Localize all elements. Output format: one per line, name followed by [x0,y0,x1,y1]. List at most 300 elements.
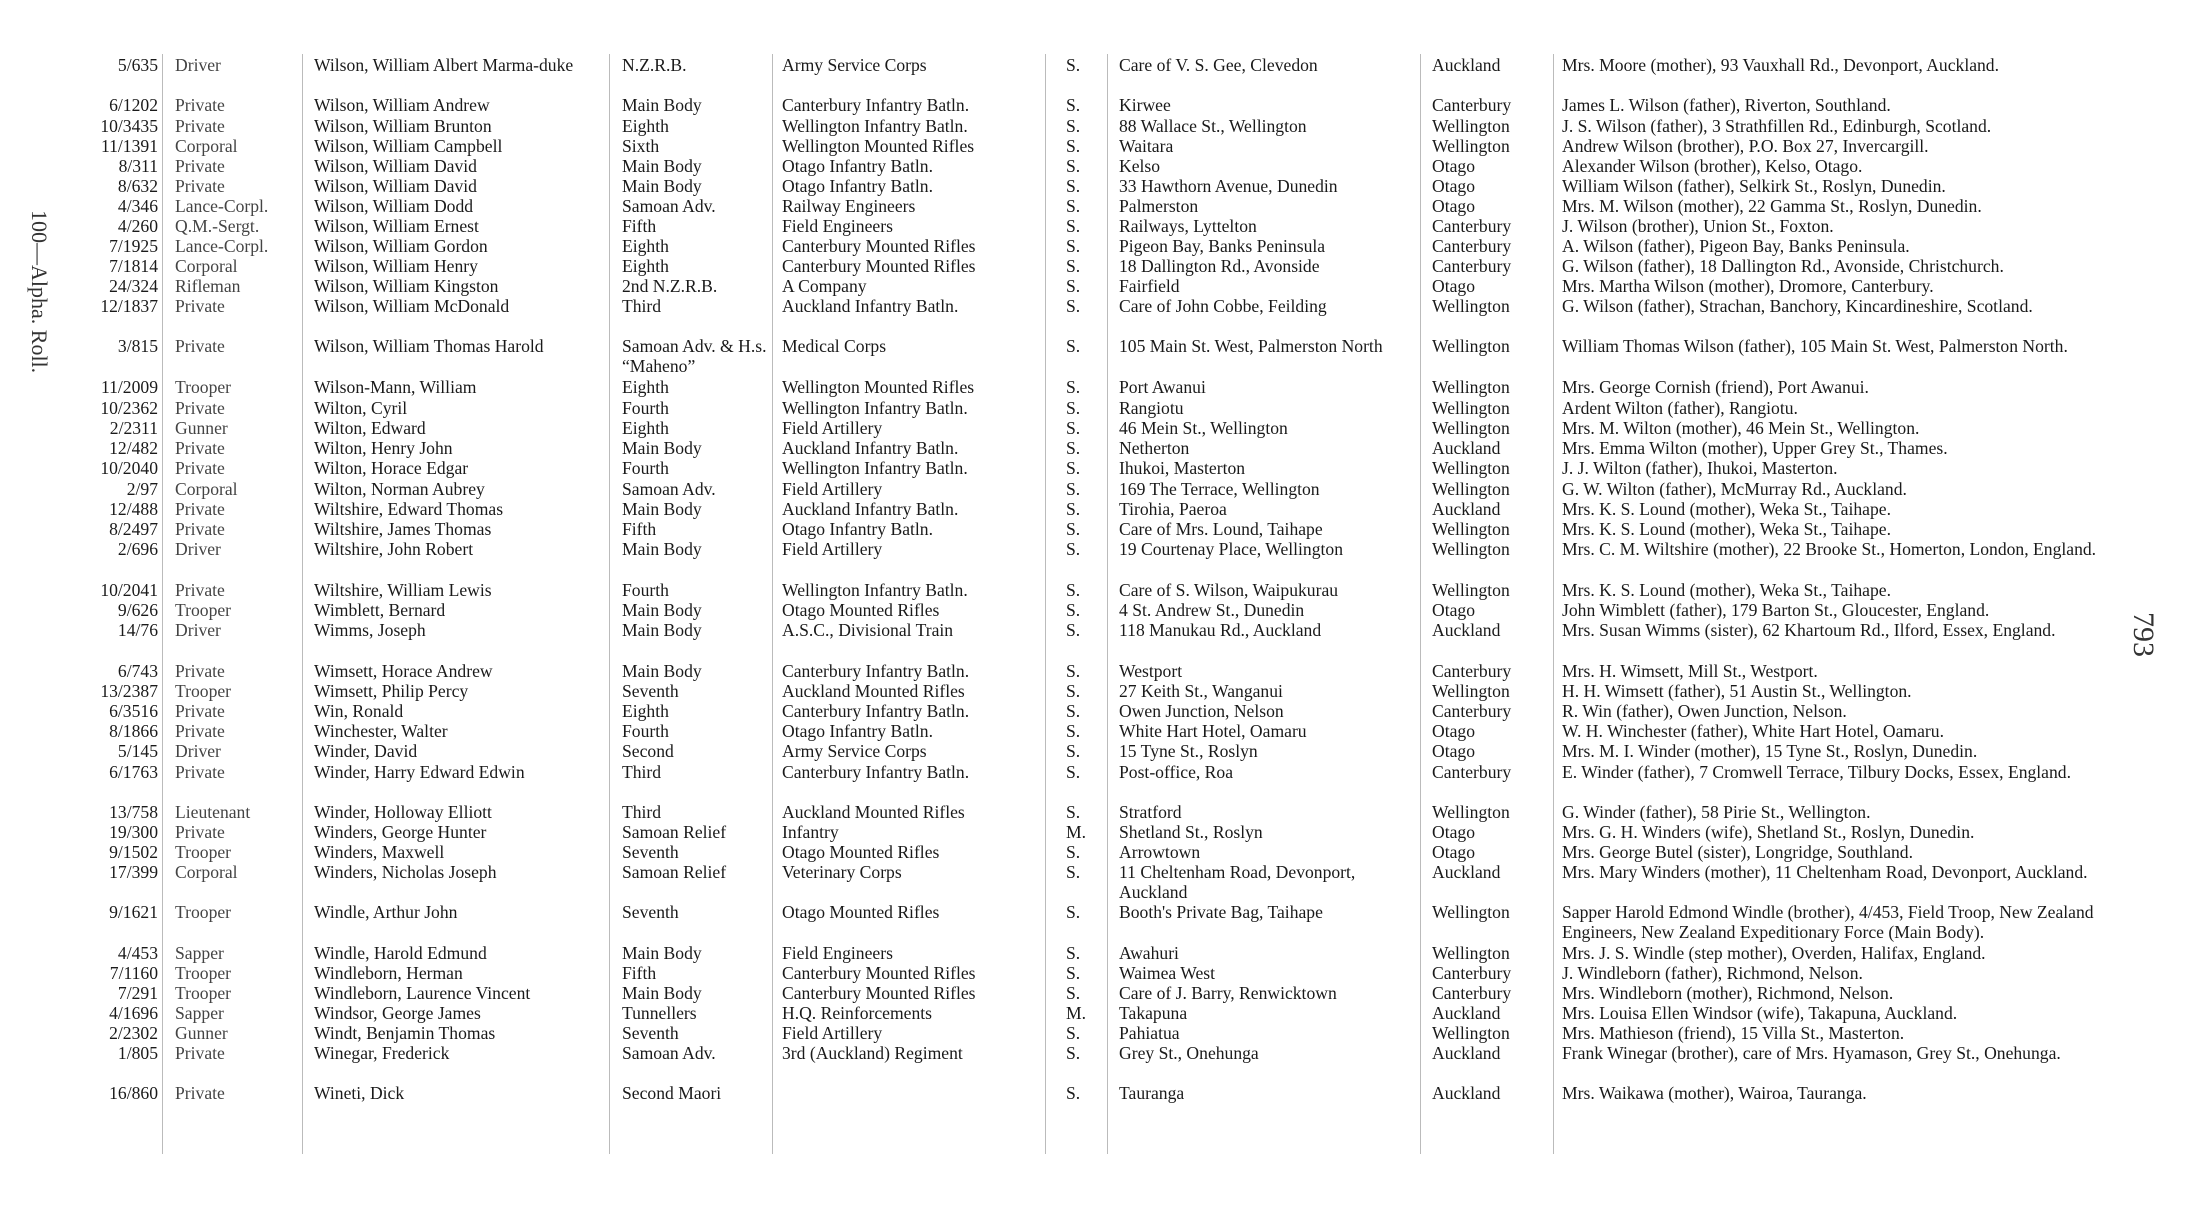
cell-name: Winders, Maxwell [314,842,445,862]
cell-district: Otago [1432,822,1475,842]
cell-rank: Private [175,519,225,539]
cell-num: 4/346 [117,196,158,216]
cell-ms: S. [1066,156,1081,176]
cell-ms: S. [1066,479,1081,499]
cell-corps: Otago Mounted Rifles [782,600,940,620]
cell-num: 12/488 [109,499,158,519]
roll-row [0,136,2205,156]
cell-num: 2/2302 [109,1023,158,1043]
cell-kin: A. Wilson (father), Pigeon Bay, Banks Peninsula. [1562,236,1910,256]
cell-rank: Trooper [175,600,232,620]
cell-address: Care of J. Barry, Renwicktown [1119,983,1337,1003]
cell-unit: Seventh [622,681,679,701]
cell-unit: Eighth [622,418,669,438]
cell-rank: Private [175,176,225,196]
cell-kin: Mrs. George Cornish (friend), Port Awanui. [1562,377,1869,397]
cell-num: 7/1160 [109,963,158,983]
roll-row [0,418,2205,438]
cell-corps: Field Artillery [782,418,883,438]
cell-district: Wellington [1432,539,1510,559]
cell-address: 118 Manukau Rd., Auckland [1119,620,1322,640]
cell-unit: Samoan Adv. & H.s. “Maheno” [622,336,767,376]
cell-unit: Main Body [622,661,702,681]
cell-district: Otago [1432,721,1475,741]
cell-kin: Mrs. K. S. Lound (mother), Weka St., Taihape. [1562,519,1891,539]
cell-name: Wilson, William David [314,156,477,176]
cell-kin: H. H. Wimsett (father), 51 Austin St., Wellington. [1562,681,1912,701]
roll-row [0,377,2205,397]
cell-kin: Mrs. George Butel (sister), Longridge, Southland. [1562,842,1914,862]
cell-corps: H.Q. Reinforcements [782,1003,932,1023]
cell-address: Railways, Lyttelton [1119,216,1257,236]
cell-address: Takapuna [1119,1003,1188,1023]
cell-num: 9/626 [117,600,158,620]
cell-district: Otago [1432,842,1475,862]
cell-corps: Field Engineers [782,943,893,963]
cell-kin: J. Wilson (brother), Union St., Foxton. [1562,216,1834,236]
cell-unit: Samoan Relief [622,822,727,842]
cell-name: Wilton, Horace Edgar [314,458,469,478]
cell-district: Auckland [1432,1003,1501,1023]
cell-kin: E. Winder (father), 7 Cromwell Terrace, Tilbury Docks, Essex, England. [1562,762,2071,782]
cell-num: 10/2362 [100,398,158,418]
cell-kin: G. Winder (father), 58 Pirie St., Wellington. [1562,802,1871,822]
cell-address: 33 Hawthorn Avenue, Dunedin [1119,176,1338,196]
cell-unit: Eighth [622,236,669,256]
cell-kin: Mrs. Martha Wilson (mother), Dromore, Canterbury. [1562,276,1934,296]
cell-ms: S. [1066,1023,1081,1043]
cell-district: Wellington [1432,377,1510,397]
cell-name: Wimsett, Horace Andrew [314,661,493,681]
cell-name: Windleborn, Herman [314,963,463,983]
cell-name: Wilson, William Kingston [314,276,499,296]
cell-ms: S. [1066,1043,1081,1063]
cell-corps: Canterbury Mounted Rifles [782,236,976,256]
roll-row [0,580,2205,600]
cell-district: Wellington [1432,802,1510,822]
cell-name: Wilton, Norman Aubrey [314,479,485,499]
cell-unit: Samoan Adv. [622,196,716,216]
cell-corps: Auckland Infantry Batln. [782,499,959,519]
roll-row [0,842,2205,862]
cell-kin: Mrs. Windleborn (mother), Richmond, Nelson. [1562,983,1894,1003]
cell-num: 7/1814 [109,256,158,276]
cell-district: Canterbury [1432,762,1512,782]
cell-rank: Corporal [175,136,238,156]
cell-corps: Otago Infantry Batln. [782,519,933,539]
cell-ms: S. [1066,276,1081,296]
cell-unit: 2nd N.Z.R.B. [622,276,718,296]
cell-address: Stratford [1119,802,1182,822]
cell-district: Otago [1432,176,1475,196]
cell-unit: Main Body [622,539,702,559]
cell-corps: Wellington Mounted Rifles [782,377,975,397]
cell-corps: Wellington Mounted Rifles [782,136,975,156]
cell-corps: Canterbury Infantry Batln. [782,701,970,721]
cell-district: Canterbury [1432,661,1512,681]
cell-kin: Sapper Harold Edmond Windle (brother), 4/453, Field Troop, New Zealand Engineers, New Zealand Expeditionary Force (Main Body). [1562,902,2094,942]
cell-rank: Private [175,701,225,721]
cell-corps: Field Engineers [782,216,893,236]
cell-name: Winder, Holloway Elliott [314,802,492,822]
cell-kin: Mrs. G. H. Winders (wife), Shetland St., Roslyn, Dunedin. [1562,822,1975,842]
roll-row [0,156,2205,176]
cell-unit: Main Body [622,600,702,620]
cell-name: Wilson, William Henry [314,256,478,276]
cell-rank: Private [175,762,225,782]
cell-corps: Auckland Infantry Batln. [782,296,959,316]
cell-corps: Canterbury Mounted Rifles [782,983,976,1003]
cell-unit: Fourth [622,398,669,418]
roll-row [0,336,2205,376]
cell-ms: S. [1066,1083,1081,1103]
cell-address: Grey St., Onehunga [1119,1043,1259,1063]
cell-ms: S. [1066,862,1081,882]
cell-district: Canterbury [1432,963,1512,983]
cell-kin: William Wilson (father), Selkirk St., Roslyn, Dunedin. [1562,176,1946,196]
cell-kin: Mrs. J. S. Windle (step mother), Overden, Halifax, England. [1562,943,1986,963]
cell-district: Otago [1432,600,1475,620]
cell-unit: Eighth [622,377,669,397]
roll-row [0,862,2205,902]
cell-ms: S. [1066,802,1081,822]
cell-ms: S. [1066,136,1081,156]
cell-district: Wellington [1432,580,1510,600]
cell-name: Wiltshire, William Lewis [314,580,492,600]
cell-unit: Sixth [622,136,660,156]
cell-unit: Main Body [622,620,702,640]
roll-row [0,499,2205,519]
cell-address: Pahiatua [1119,1023,1180,1043]
cell-name: Wilson, William Brunton [314,116,492,136]
cell-rank: Lieutenant [175,802,251,822]
cell-kin: Andrew Wilson (brother), P.O. Box 27, Invercargill. [1562,136,1929,156]
cell-num: 12/482 [109,438,158,458]
cell-num: 4/1696 [109,1003,158,1023]
cell-address: Waitara [1119,136,1174,156]
cell-unit: Tunnellers [622,1003,697,1023]
cell-district: Wellington [1432,136,1510,156]
cell-num: 9/1502 [109,842,158,862]
cell-corps: Canterbury Infantry Batln. [782,661,970,681]
cell-name: Winegar, Frederick [314,1043,450,1063]
cell-district: Auckland [1432,438,1501,458]
cell-address: 19 Courtenay Place, Wellington [1119,539,1344,559]
cell-name: Winders, George Hunter [314,822,487,842]
cell-num: 16/860 [109,1083,158,1103]
cell-name: Wilton, Cyril [314,398,408,418]
cell-name: Wilson, William Gordon [314,236,488,256]
cell-name: Windt, Benjamin Thomas [314,1023,496,1043]
roll-row [0,479,2205,499]
cell-rank: Driver [175,539,221,559]
cell-district: Canterbury [1432,236,1512,256]
cell-unit: Main Body [622,156,702,176]
cell-ms: S. [1066,762,1081,782]
cell-kin: Mrs. Moore (mother), 93 Vauxhall Rd., Devonport, Auckland. [1562,55,2000,75]
cell-unit: Eighth [622,701,669,721]
cell-unit: Eighth [622,256,669,276]
cell-district: Wellington [1432,458,1510,478]
cell-district: Wellington [1432,296,1510,316]
cell-name: Wiltshire, James Thomas [314,519,492,539]
cell-address: 11 Cheltenham Road, Devonport, Auckland [1119,862,1356,902]
roll-row [0,943,2205,963]
cell-address: 4 St. Andrew St., Dunedin [1119,600,1305,620]
cell-rank: Private [175,1083,225,1103]
cell-corps: Otago Mounted Rifles [782,902,940,922]
cell-district: Auckland [1432,499,1501,519]
cell-rank: Private [175,398,225,418]
cell-corps: Army Service Corps [782,55,927,75]
cell-num: 7/291 [117,983,158,1003]
cell-name: Wilson, William David [314,176,477,196]
roll-row [0,822,2205,842]
cell-kin: Mrs. Mathieson (friend), 15 Villa St., Masterton. [1562,1023,1905,1043]
cell-address: White Hart Hotel, Oamaru [1119,721,1307,741]
roll-row [0,1003,2205,1023]
cell-num: 1/805 [117,1043,158,1063]
cell-name: Wimms, Joseph [314,620,426,640]
cell-address: Kirwee [1119,95,1171,115]
cell-name: Wiltshire, Edward Thomas [314,499,504,519]
cell-kin: G. W. Wilton (father), McMurray Rd., Auckland. [1562,479,1907,499]
cell-ms: S. [1066,296,1081,316]
cell-corps: Otago Mounted Rifles [782,842,940,862]
cell-corps: Otago Infantry Batln. [782,156,933,176]
cell-district: Otago [1432,276,1475,296]
cell-address: Post-office, Roa [1119,762,1234,782]
cell-num: 6/1202 [109,95,158,115]
cell-unit: Third [622,802,662,822]
cell-district: Otago [1432,196,1475,216]
cell-rank: Gunner [175,418,228,438]
cell-rank: Trooper [175,842,232,862]
cell-rank: Private [175,580,225,600]
cell-rank: Corporal [175,256,238,276]
cell-name: Windle, Arthur John [314,902,458,922]
cell-address: Owen Junction, Nelson [1119,701,1284,721]
cell-district: Canterbury [1432,216,1512,236]
cell-corps: Canterbury Infantry Batln. [782,762,970,782]
cell-num: 6/3516 [109,701,158,721]
cell-district: Wellington [1432,681,1510,701]
cell-corps: 3rd (Auckland) Regiment [782,1043,963,1063]
cell-corps: Auckland Mounted Rifles [782,681,965,701]
cell-ms: S. [1066,55,1081,75]
cell-address: Fairfield [1119,276,1180,296]
cell-rank: Private [175,822,225,842]
cell-corps: Field Artillery [782,479,883,499]
cell-unit: Seventh [622,1023,679,1043]
cell-num: 17/399 [109,862,158,882]
cell-address: 27 Keith St., Wanganui [1119,681,1283,701]
roll-row [0,398,2205,418]
cell-corps: Otago Infantry Batln. [782,721,933,741]
roll-row [0,276,2205,296]
cell-district: Wellington [1432,943,1510,963]
cell-unit: Third [622,762,662,782]
cell-rank: Private [175,156,225,176]
cell-unit: Samoan Relief [622,862,727,882]
cell-corps: A Company [782,276,867,296]
cell-name: Wiltshire, John Robert [314,539,474,559]
cell-rank: Gunner [175,1023,228,1043]
cell-rank: Private [175,458,225,478]
cell-kin: Mrs. Susan Wimms (sister), 62 Khartoum Rd., Ilford, Essex, England. [1562,620,2056,640]
roll-row [0,176,2205,196]
cell-district: Wellington [1432,116,1510,136]
cell-kin: James L. Wilson (father), Riverton, Southland. [1562,95,1891,115]
cell-rank: Private [175,296,225,316]
cell-unit: Fourth [622,721,669,741]
cell-ms: S. [1066,721,1081,741]
cell-num: 4/453 [117,943,158,963]
cell-address: Tauranga [1119,1083,1185,1103]
cell-name: Windle, Harold Edmund [314,943,487,963]
cell-district: Wellington [1432,418,1510,438]
cell-rank: Private [175,336,225,356]
cell-unit: Samoan Adv. [622,479,716,499]
cell-corps: A.S.C., Divisional Train [782,620,954,640]
cell-kin: Mrs. C. M. Wiltshire (mother), 22 Brooke St., Homerton, London, England. [1562,539,2097,559]
cell-ms: S. [1066,256,1081,276]
cell-address: Booth's Private Bag, Taihape [1119,902,1323,922]
cell-corps: Field Artillery [782,1023,883,1043]
roll-row [0,762,2205,782]
cell-kin: Mrs. M. Wilson (mother), 22 Gamma St., Roslyn, Dunedin. [1562,196,1982,216]
cell-rank: Lance-Corpl. [175,196,269,216]
cell-unit: Fourth [622,580,669,600]
cell-ms: M. [1066,1003,1087,1023]
cell-corps: Canterbury Mounted Rifles [782,256,976,276]
cell-address: 18 Dallington Rd., Avonside [1119,256,1320,276]
cell-address: Care of S. Wilson, Waipukurau [1119,580,1339,600]
cell-corps: Auckland Infantry Batln. [782,438,959,458]
cell-kin: J. S. Wilson (father), 3 Strathfillen Rd., Edinburgh, Scotland. [1562,116,1992,136]
cell-address: 169 The Terrace, Wellington [1119,479,1320,499]
cell-unit: Third [622,296,662,316]
roll-row [0,620,2205,640]
cell-kin: Mrs. K. S. Lound (mother), Weka St., Taihape. [1562,499,1891,519]
cell-corps: Medical Corps [782,336,887,356]
cell-address: Port Awanui [1119,377,1206,397]
cell-name: Winder, Harry Edward Edwin [314,762,525,782]
cell-district: Auckland [1432,1083,1501,1103]
cell-ms: S. [1066,377,1081,397]
cell-unit: Main Body [622,499,702,519]
roll-row [0,681,2205,701]
cell-name: Wilson, William Andrew [314,95,490,115]
cell-name: Wilton, Henry John [314,438,453,458]
cell-ms: S. [1066,983,1081,1003]
cell-ms: S. [1066,95,1081,115]
cell-num: 14/76 [117,620,158,640]
cell-num: 5/635 [117,55,158,75]
cell-ms: S. [1066,842,1081,862]
cell-name: Wilson, William Ernest [314,216,479,236]
cell-kin: Alexander Wilson (brother), Kelso, Otago. [1562,156,1863,176]
cell-ms: S. [1066,963,1081,983]
cell-name: Wimsett, Philip Percy [314,681,469,701]
roll-row [0,701,2205,721]
cell-ms: S. [1066,216,1081,236]
cell-ms: S. [1066,902,1081,922]
cell-rank: Sapper [175,943,224,963]
cell-address: Waimea West [1119,963,1216,983]
cell-unit: Main Body [622,176,702,196]
cell-unit: Main Body [622,943,702,963]
cell-unit: Seventh [622,902,679,922]
cell-district: Wellington [1432,336,1510,356]
cell-corps: Field Artillery [782,539,883,559]
cell-num: 10/3435 [100,116,158,136]
cell-unit: Fifth [622,963,657,983]
cell-rank: Private [175,1043,225,1063]
cell-district: Wellington [1432,398,1510,418]
cell-name: Win, Ronald [314,701,404,721]
cell-ms: S. [1066,741,1081,761]
cell-unit: Main Body [622,983,702,1003]
cell-ms: S. [1066,600,1081,620]
cell-address: Tirohia, Paeroa [1119,499,1227,519]
cell-kin: G. Wilson (father), Strachan, Banchory, Kincardineshire, Scotland. [1562,296,2033,316]
cell-num: 2/97 [126,479,158,499]
cell-rank: Trooper [175,681,232,701]
cell-rank: Lance-Corpl. [175,236,269,256]
cell-unit: Fourth [622,458,669,478]
cell-num: 19/300 [109,822,158,842]
cell-kin: Frank Winegar (brother), care of Mrs. Hyamason, Grey St., Onehunga. [1562,1043,2061,1063]
cell-address: 88 Wallace St., Wellington [1119,116,1307,136]
cell-unit: Second Maori [622,1083,722,1103]
cell-name: Wilson, William Dodd [314,196,474,216]
cell-corps: Canterbury Mounted Rifles [782,963,976,983]
cell-num: 10/2041 [100,580,158,600]
cell-ms: S. [1066,418,1081,438]
cell-unit: Fifth [622,216,657,236]
cell-address: Ihukoi, Masterton [1119,458,1246,478]
roll-row [0,55,2205,75]
cell-ms: S. [1066,176,1081,196]
roll-row [0,983,2205,1003]
cell-rank: Driver [175,620,221,640]
cell-rank: Private [175,438,225,458]
cell-ms: S. [1066,580,1081,600]
cell-num: 9/1621 [109,902,158,922]
cell-ms: S. [1066,519,1081,539]
cell-rank: Corporal [175,862,238,882]
roll-row [0,95,2205,115]
cell-num: 13/2387 [100,681,158,701]
cell-rank: Driver [175,741,221,761]
cell-name: Wineti, Dick [314,1083,405,1103]
cell-kin: Mrs. H. Wimsett, Mill St., Westport. [1562,661,1818,681]
cell-ms: S. [1066,116,1081,136]
cell-unit: Seventh [622,842,679,862]
cell-district: Canterbury [1432,701,1512,721]
cell-ms: S. [1066,681,1081,701]
cell-unit: Main Body [622,438,702,458]
cell-address: Care of John Cobbe, Feilding [1119,296,1327,316]
cell-kin: Mrs. Waikawa (mother), Wairoa, Tauranga. [1562,1083,1867,1103]
cell-kin: William Thomas Wilson (father), 105 Main St. West, Palmerston North. [1562,336,2068,356]
roll-row [0,600,2205,620]
cell-name: Wilson-Mann, William [314,377,477,397]
side-running-head: 100—Alpha. Roll. [27,210,52,374]
cell-ms: S. [1066,438,1081,458]
cell-unit: Main Body [622,95,702,115]
